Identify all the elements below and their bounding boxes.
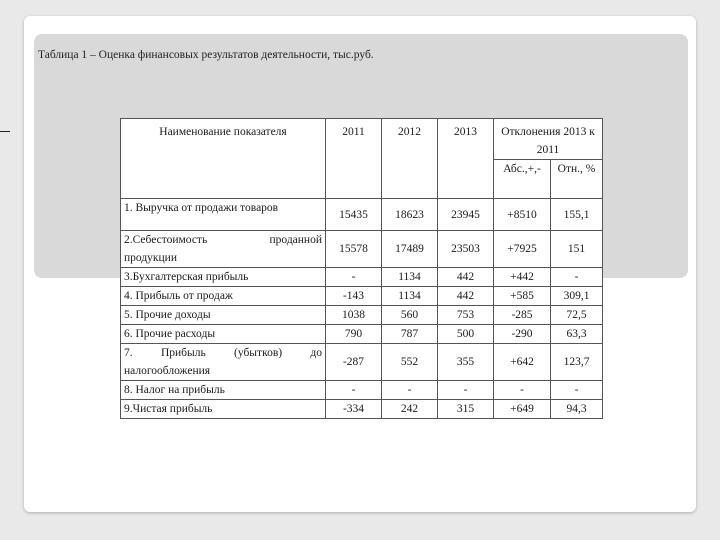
table-row — [121, 400, 603, 419]
row-name-part: налогообложения — [124, 365, 211, 377]
cell-2013: 442 — [438, 268, 494, 287]
cell-rel: 94,3 — [551, 400, 603, 419]
row-name-part: 2.Себестоимость — [124, 234, 208, 246]
cell-rel: 72,5 — [551, 306, 603, 325]
cell-2012: 18623 — [382, 199, 438, 231]
cell-abs: - — [494, 381, 551, 400]
table-row — [121, 231, 603, 268]
row-name — [121, 231, 326, 268]
header-absolute: Абс.,+,- — [494, 160, 551, 199]
table-row — [121, 344, 603, 381]
cell-abs: +585 — [494, 287, 551, 306]
cell-2012: 17489 — [382, 231, 438, 268]
row-name — [121, 344, 326, 381]
table-row — [121, 268, 603, 287]
cell-2011: -287 — [326, 344, 382, 381]
cell-2011: 15578 — [326, 231, 382, 268]
header-2011: 2011 — [326, 119, 382, 199]
cell-abs: +7925 — [494, 231, 551, 268]
header-2013: 2013 — [438, 119, 494, 199]
cell-2012: 787 — [382, 325, 438, 344]
table-row — [121, 325, 603, 344]
table-row — [121, 287, 603, 306]
cell-rel: 309,1 — [551, 287, 603, 306]
row-name-part: Прибыль — [160, 347, 206, 359]
cell-2011: 1038 — [326, 306, 382, 325]
cell-2013: 355 — [438, 344, 494, 381]
cell-rel: 123,7 — [551, 344, 603, 381]
row-name-part: 7. — [124, 347, 133, 359]
header-indicator-name: Наименование показателя — [121, 119, 326, 199]
left-edge-mark — [0, 131, 10, 132]
row-name-part: проданной — [269, 234, 322, 246]
header-2012: 2012 — [382, 119, 438, 199]
row-name-part: (убытков) — [234, 347, 283, 359]
row-name-part: продукции — [124, 252, 177, 264]
cell-2013: 442 — [438, 287, 494, 306]
cell-abs: +649 — [494, 400, 551, 419]
row-name: 5. Прочие доходы — [121, 306, 326, 325]
cell-rel: - — [551, 268, 603, 287]
cell-2011: - — [326, 268, 382, 287]
cell-2013: 23945 — [438, 199, 494, 231]
cell-2012: - — [382, 381, 438, 400]
header-relative: Отн., % — [551, 160, 603, 199]
cell-rel: 151 — [551, 231, 603, 268]
row-name-part: до — [310, 347, 322, 359]
table-header-row — [121, 119, 603, 160]
row-name: 1. Выручка от продажи товаров — [121, 199, 326, 231]
cell-2013: - — [438, 381, 494, 400]
table-row — [121, 306, 603, 325]
row-name: 8. Налог на прибыль — [121, 381, 326, 400]
table-row — [121, 199, 603, 231]
cell-abs: +8510 — [494, 199, 551, 231]
cell-2011: -143 — [326, 287, 382, 306]
cell-2013: 500 — [438, 325, 494, 344]
cell-rel: - — [551, 381, 603, 400]
cell-abs: -290 — [494, 325, 551, 344]
cell-rel: 63,3 — [551, 325, 603, 344]
cell-2011: - — [326, 381, 382, 400]
cell-rel: 155,1 — [551, 199, 603, 231]
cell-2011: -334 — [326, 400, 382, 419]
cell-2013: 753 — [438, 306, 494, 325]
header-deviation: Отклонения 2013 к 2011 — [494, 119, 603, 160]
table-title: Таблица 1 – Оценка финансовых результатов деятельности, тыс.руб. — [38, 49, 374, 61]
table-row — [121, 381, 603, 400]
cell-2011: 15435 — [326, 199, 382, 231]
cell-2013: 315 — [438, 400, 494, 419]
cell-abs: +442 — [494, 268, 551, 287]
cell-2012: 242 — [382, 400, 438, 419]
cell-2013: 23503 — [438, 231, 494, 268]
row-name: 6. Прочие расходы — [121, 325, 326, 344]
cell-2012: 552 — [382, 344, 438, 381]
cell-2012: 1134 — [382, 268, 438, 287]
row-name: 4. Прибыль от продаж — [121, 287, 326, 306]
cell-2012: 560 — [382, 306, 438, 325]
cell-abs: +642 — [494, 344, 551, 381]
cell-2012: 1134 — [382, 287, 438, 306]
cell-2011: 790 — [326, 325, 382, 344]
row-name: 9.Чистая прибыль — [121, 400, 326, 419]
financial-results-table — [120, 118, 603, 419]
cell-abs: -285 — [494, 306, 551, 325]
row-name: 3.Бухгалтерская прибыль — [121, 268, 326, 287]
